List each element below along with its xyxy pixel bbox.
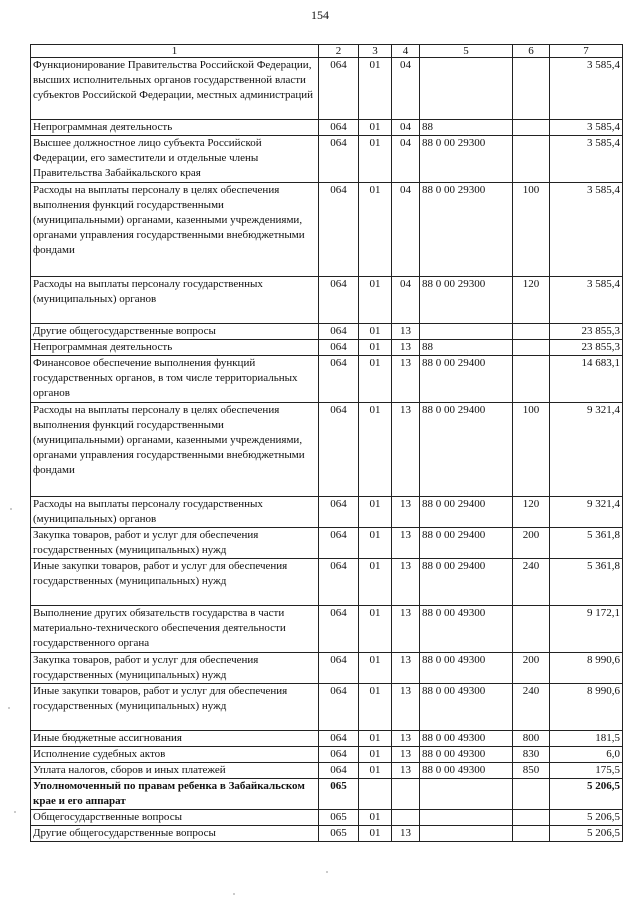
cell-expense-type: 120 (513, 277, 550, 324)
cell-subsection: 13 (392, 826, 420, 842)
table-header-row (31, 45, 623, 58)
cell-target-article: 88 0 00 29400 (420, 559, 513, 606)
cell-section: 01 (359, 606, 392, 653)
cell-amount: 5 206,5 (550, 779, 623, 810)
cell-section: 01 (359, 559, 392, 606)
cell-expense-type (513, 810, 550, 826)
table-row (31, 403, 623, 497)
cell-amount: 5 206,5 (550, 810, 623, 826)
cell-ministry-code: 064 (319, 653, 359, 684)
cell-amount: 23 855,3 (550, 340, 623, 356)
cell-subsection: 13 (392, 653, 420, 684)
cell-expense-type (513, 324, 550, 340)
cell-section: 01 (359, 136, 392, 183)
cell-description: Другие общегосударственные вопросы (31, 324, 319, 340)
cell-amount: 23 855,3 (550, 324, 623, 340)
cell-section: 01 (359, 763, 392, 779)
header-col-2: 2 (319, 45, 359, 58)
cell-description: Расходы на выплаты персоналу в целях обеспечения выполнения функций государственными (муниципальными) органами, казенными учреждениями, органами управления государственными внебюджетными фондами (31, 183, 319, 277)
cell-subsection: 04 (392, 58, 420, 120)
cell-section: 01 (359, 183, 392, 277)
cell-ministry-code: 064 (319, 731, 359, 747)
cell-expense-type: 800 (513, 731, 550, 747)
cell-description: Выполнение других обязательств государства в части материально-технического обеспечения деятельности государственного органа (31, 606, 319, 653)
cell-subsection: 04 (392, 120, 420, 136)
cell-target-article (420, 58, 513, 120)
cell-description: Непрограммная деятельность (31, 340, 319, 356)
cell-section: 01 (359, 731, 392, 747)
cell-description: Иные закупки товаров, работ и услуг для обеспечения государственных (муниципальных) нужд (31, 559, 319, 606)
table-row (31, 277, 623, 324)
table-row (31, 559, 623, 606)
cell-description: Расходы на выплаты персоналу государственных (муниципальных) органов (31, 497, 319, 528)
cell-amount: 5 206,5 (550, 826, 623, 842)
cell-target-article: 88 0 00 29400 (420, 356, 513, 403)
cell-expense-type: 100 (513, 403, 550, 497)
header-col-3: 3 (359, 45, 392, 58)
header-col-4: 4 (392, 45, 420, 58)
cell-target-article: 88 (420, 340, 513, 356)
cell-section: 01 (359, 120, 392, 136)
header-col-1: 1 (31, 45, 319, 58)
cell-expense-type: 100 (513, 183, 550, 277)
cell-ministry-code: 064 (319, 58, 359, 120)
cell-expense-type (513, 779, 550, 810)
cell-subsection: 13 (392, 497, 420, 528)
scan-speck (326, 871, 328, 873)
cell-expense-type: 830 (513, 747, 550, 763)
cell-target-article: 88 0 00 29400 (420, 528, 513, 559)
cell-ministry-code: 065 (319, 826, 359, 842)
table-row (31, 763, 623, 779)
cell-subsection (392, 779, 420, 810)
cell-description: Непрограммная деятельность (31, 120, 319, 136)
cell-subsection: 13 (392, 559, 420, 606)
table-row (31, 653, 623, 684)
cell-subsection: 13 (392, 403, 420, 497)
cell-description: Расходы на выплаты персоналу государственных (муниципальных) органов (31, 277, 319, 324)
cell-subsection: 04 (392, 277, 420, 324)
cell-ministry-code: 064 (319, 497, 359, 528)
cell-ministry-code: 064 (319, 528, 359, 559)
cell-amount: 3 585,4 (550, 120, 623, 136)
cell-subsection: 04 (392, 136, 420, 183)
scan-speck (14, 811, 16, 813)
cell-expense-type: 200 (513, 653, 550, 684)
cell-amount: 5 361,8 (550, 528, 623, 559)
cell-section: 01 (359, 277, 392, 324)
cell-amount: 181,5 (550, 731, 623, 747)
cell-expense-type: 200 (513, 528, 550, 559)
cell-expense-type: 120 (513, 497, 550, 528)
cell-subsection: 13 (392, 356, 420, 403)
cell-subsection: 13 (392, 763, 420, 779)
cell-expense-type (513, 356, 550, 403)
cell-section: 01 (359, 356, 392, 403)
cell-target-article: 88 (420, 120, 513, 136)
table-row (31, 810, 623, 826)
cell-ministry-code: 064 (319, 324, 359, 340)
header-col-6: 6 (513, 45, 550, 58)
cell-section: 01 (359, 58, 392, 120)
cell-section (359, 779, 392, 810)
cell-amount: 8 990,6 (550, 653, 623, 684)
cell-section: 01 (359, 497, 392, 528)
cell-expense-type (513, 136, 550, 183)
cell-target-article: 88 0 00 29400 (420, 497, 513, 528)
table-row (31, 497, 623, 528)
cell-expense-type: 240 (513, 684, 550, 731)
cell-section: 01 (359, 653, 392, 684)
cell-description: Общегосударственные вопросы (31, 810, 319, 826)
cell-ministry-code: 064 (319, 763, 359, 779)
cell-expense-type (513, 58, 550, 120)
cell-amount: 9 321,4 (550, 497, 623, 528)
cell-expense-type (513, 826, 550, 842)
table-row (31, 120, 623, 136)
cell-section: 01 (359, 528, 392, 559)
cell-amount: 3 585,4 (550, 183, 623, 277)
table-row (31, 340, 623, 356)
cell-target-article: 88 0 00 49300 (420, 763, 513, 779)
cell-ministry-code: 064 (319, 747, 359, 763)
cell-ministry-code: 064 (319, 606, 359, 653)
cell-ministry-code: 064 (319, 120, 359, 136)
cell-expense-type (513, 120, 550, 136)
cell-description: Иные закупки товаров, работ и услуг для обеспечения государственных (муниципальных) нужд (31, 684, 319, 731)
cell-target-article: 88 0 00 49300 (420, 747, 513, 763)
cell-description: Финансовое обеспечение выполнения функций государственных органов, в том числе территориальных органов (31, 356, 319, 403)
cell-description: Высшее должностное лицо субъекта Российской Федерации, его заместители и отдельные члены Правительства Забайкальского края (31, 136, 319, 183)
cell-target-article: 88 0 00 49300 (420, 653, 513, 684)
cell-expense-type: 240 (513, 559, 550, 606)
cell-amount: 6,0 (550, 747, 623, 763)
cell-target-article (420, 324, 513, 340)
table-row (31, 731, 623, 747)
cell-target-article: 88 0 00 29400 (420, 403, 513, 497)
cell-section: 01 (359, 340, 392, 356)
cell-subsection: 13 (392, 731, 420, 747)
cell-subsection: 13 (392, 340, 420, 356)
cell-description: Исполнение судебных актов (31, 747, 319, 763)
cell-description: Закупка товаров, работ и услуг для обеспечения государственных (муниципальных) нужд (31, 528, 319, 559)
page-number: 154 (311, 8, 329, 22)
cell-ministry-code: 064 (319, 356, 359, 403)
table-row (31, 684, 623, 731)
cell-section: 01 (359, 747, 392, 763)
cell-amount: 3 585,4 (550, 58, 623, 120)
cell-subsection: 13 (392, 606, 420, 653)
table-row (31, 528, 623, 559)
cell-target-article: 88 0 00 29300 (420, 277, 513, 324)
header-col-7: 7 (550, 45, 623, 58)
cell-section: 01 (359, 684, 392, 731)
table-row (31, 606, 623, 653)
cell-expense-type: 850 (513, 763, 550, 779)
cell-amount: 8 990,6 (550, 684, 623, 731)
cell-description: Другие общегосударственные вопросы (31, 826, 319, 842)
scan-speck (8, 707, 10, 709)
cell-ministry-code: 064 (319, 136, 359, 183)
cell-amount: 175,5 (550, 763, 623, 779)
cell-subsection: 04 (392, 183, 420, 277)
cell-target-article: 88 0 00 49300 (420, 731, 513, 747)
table-row (31, 779, 623, 810)
table-row (31, 356, 623, 403)
cell-description: Расходы на выплаты персоналу в целях обеспечения выполнения функций государственными (муниципальными) органами, казенными учреждениями, органами управления государственными внебюджетными фондами (31, 403, 319, 497)
cell-amount: 14 683,1 (550, 356, 623, 403)
cell-description: Уплата налогов, сборов и иных платежей (31, 763, 319, 779)
cell-subsection: 13 (392, 324, 420, 340)
cell-ministry-code: 064 (319, 183, 359, 277)
cell-subsection: 13 (392, 528, 420, 559)
cell-target-article: 88 0 00 49300 (420, 606, 513, 653)
cell-ministry-code: 064 (319, 340, 359, 356)
cell-section: 01 (359, 324, 392, 340)
cell-section: 01 (359, 810, 392, 826)
scan-speck (233, 893, 235, 895)
table-row (31, 826, 623, 842)
cell-amount: 3 585,4 (550, 277, 623, 324)
cell-target-article: 88 0 00 29300 (420, 183, 513, 277)
cell-ministry-code: 065 (319, 810, 359, 826)
cell-target-article: 88 0 00 49300 (420, 684, 513, 731)
cell-ministry-code: 064 (319, 559, 359, 606)
cell-amount: 3 585,4 (550, 136, 623, 183)
cell-expense-type (513, 606, 550, 653)
table-row (31, 324, 623, 340)
cell-ministry-code: 064 (319, 277, 359, 324)
budget-table (30, 44, 623, 842)
cell-target-article (420, 810, 513, 826)
table-row (31, 183, 623, 277)
cell-ministry-code: 064 (319, 684, 359, 731)
table-row (31, 58, 623, 120)
table-row (31, 747, 623, 763)
cell-target-article: 88 0 00 29300 (420, 136, 513, 183)
table-row (31, 136, 623, 183)
cell-expense-type (513, 340, 550, 356)
cell-subsection: 13 (392, 747, 420, 763)
cell-description: Уполномоченный по правам ребенка в Забайкальском крае и его аппарат (31, 779, 319, 810)
cell-description: Функционирование Правительства Российской Федерации, высших исполнительных органов государственной власти субъектов Российской Федерации, местных администраций (31, 58, 319, 120)
cell-description: Иные бюджетные ассигнования (31, 731, 319, 747)
cell-description: Закупка товаров, работ и услуг для обеспечения государственных (муниципальных) нужд (31, 653, 319, 684)
cell-amount: 5 361,8 (550, 559, 623, 606)
cell-ministry-code: 065 (319, 779, 359, 810)
cell-ministry-code: 064 (319, 403, 359, 497)
cell-subsection: 13 (392, 684, 420, 731)
cell-target-article (420, 826, 513, 842)
cell-section: 01 (359, 826, 392, 842)
cell-target-article (420, 779, 513, 810)
cell-amount: 9 172,1 (550, 606, 623, 653)
header-col-5: 5 (420, 45, 513, 58)
cell-amount: 9 321,4 (550, 403, 623, 497)
cell-subsection (392, 810, 420, 826)
scan-speck (10, 508, 12, 510)
cell-section: 01 (359, 403, 392, 497)
